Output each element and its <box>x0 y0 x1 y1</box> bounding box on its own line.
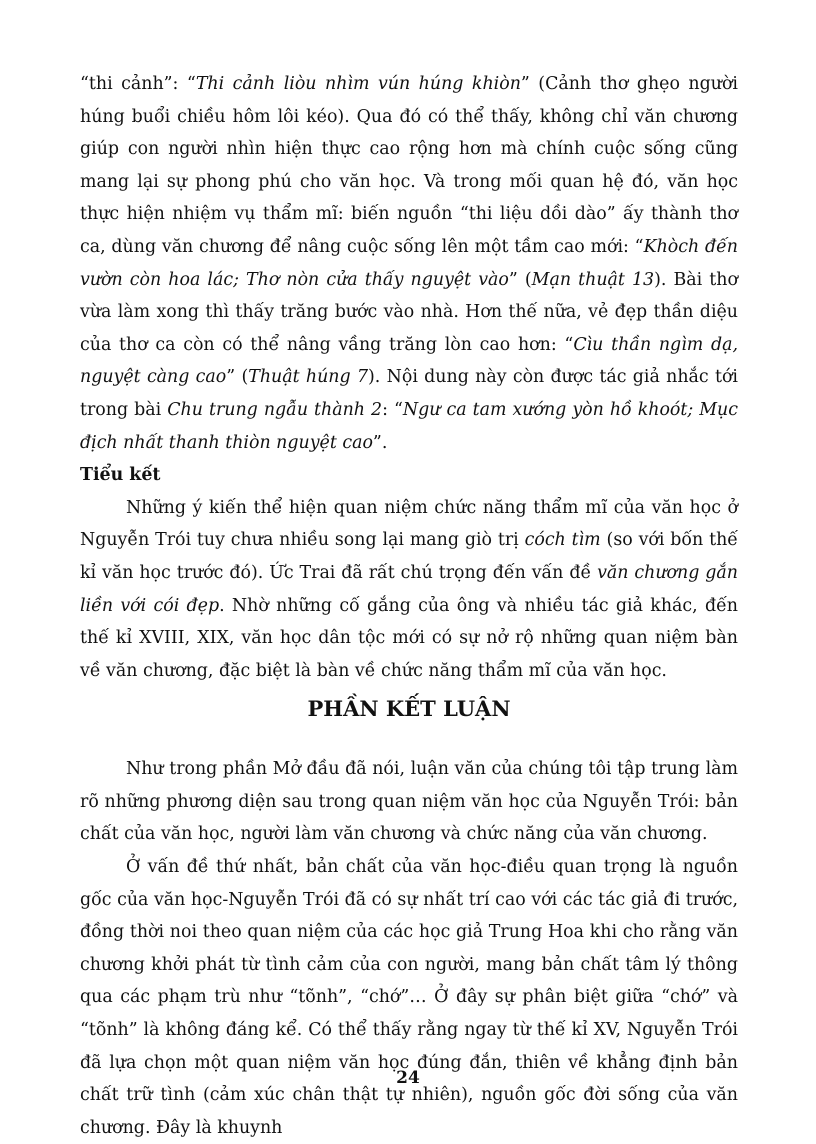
part-title: PHẦN KẾT LUẬN <box>307 696 511 722</box>
paragraph-van-de-thu-nhat: Ở vấn đề thứ nhất, bản chất của văn học-điều quan trọng là nguồn gốc của văn học-Nguyễn Trói đã có sự nhất trí cao với các tác giả đi trước, đồng thời noi theo quan niệm của các học giả Trung Hoa khi cho rằng văn chương khởi phát từ tình cảm của con người, mang bản chất tâm lý thông qua các phạm trù như “tõnh”, “chớ”… Ở đây sự phân biệt giữa “chớ” và “tõnh” là không đáng kể. Có thể thấy rằng ngay từ thế kỉ XV, Nguyễn Trói đã lựa chọn một quan niệm văn học đúng đắn, thiên về khẳng định bản chất trữ tình (cảm xúc chân thật tự nhiên), nguồn gốc đời sống của văn chương. Đây là khuynh <box>80 857 738 1138</box>
page-body <box>80 68 738 1144</box>
quote-ngu-ca: Ngư ca tam xướng yòn hồ khoót; Mục địch nhất thanh thiòn nguyệt cao <box>80 399 739 453</box>
source-thuat-hung: Thuật húng 7 <box>248 367 369 388</box>
quote-cau-than: Cìu thần ngìm dạ, nguyệt càng cao <box>80 334 738 388</box>
quote-thi-canh: Thi cảnh liòu nhìm vún húng khiòn <box>195 74 521 94</box>
subheading-tieu-ket: Tiểu kết <box>80 465 161 486</box>
paragraph-ket-luan-intro: Như trong phần Mở đầu đã nói, luận văn của chúng tôi tập trung làm rõ những phương diện sau trong quan niệm văn học của Nguyễn Trói: bản chất của văn học, người làm văn chương và chức năng của văn chương. <box>80 759 738 845</box>
quote-khach-den: Khòch đến vườn còn hoa lác; Thơ nòn cửa thấy nguyệt vào <box>80 236 738 290</box>
paragraph-thi-canh: “thi cảnh”: “Thi cảnh liòu nhìm vún húng khiòn” (Cảnh thơ ghẹo người húng buổi chiều hôm lôi kéo). Qua đó có thể thấy, không chỉ văn chương giúp con người nhìn hiện thực cao rộng hơn mà chính cuộc sống cũng mang lại sự phong phú cho văn học. Và trong mối quan hệ đó, văn học thực hiện nhiệm vụ thẩm mĩ: biến nguồn “thi liệu dồi dào” ấy thành thơ ca, dùng văn chương để nâng cuộc sống lên một tầm cao mới: “Khòch đến vườn còn hoa lác; Thơ nòn cửa thấy nguyệt vào” (Mạn thuật 13). Bài thơ vừa làm xong thì thấy trăng bước vào nhà. Hơn thế nữa, vẻ đẹp thần diệu của thơ ca còn có thể nâng vầng trăng lòn cao hơn: “Cìu thần ngìm dạ, nguyệt càng cao” (Thuật húng 7). Nội dung này còn được tác giả nhắc tới trong bài Chu trung ngẫu thành 2: “Ngư ca tam xướng yòn hồ khoót; Mục địch nhất thanh thiòn nguyệt cao”. <box>80 74 739 453</box>
spacer <box>80 727 738 753</box>
source-man-thuat: Mạn thuật 13 <box>531 269 655 290</box>
page-number: 24 <box>396 1068 420 1088</box>
source-chu-trung: Chu trung ngẫu thành 2 <box>167 399 383 420</box>
paragraph-tieu-ket: Những ý kiến thể hiện quan niệm chức năng thẩm mĩ của văn học ở Nguyễn Trói tuy chưa nhiều song lại mang giò trị cóch tìm (so với bốn thế kỉ văn học trước đó). Ức Trai đã rất chú trọng đến vấn đề văn chương gắn liền với cói đẹp. Nhờ những cố gắng của ông và nhiều tác giả khác, đến thế kỉ XVIII, XIX, văn học dân tộc mới có sự nở rộ những quan niệm bàn về văn chương, đặc biệt là bàn về chức năng thẩm mĩ của văn học. <box>80 497 738 681</box>
